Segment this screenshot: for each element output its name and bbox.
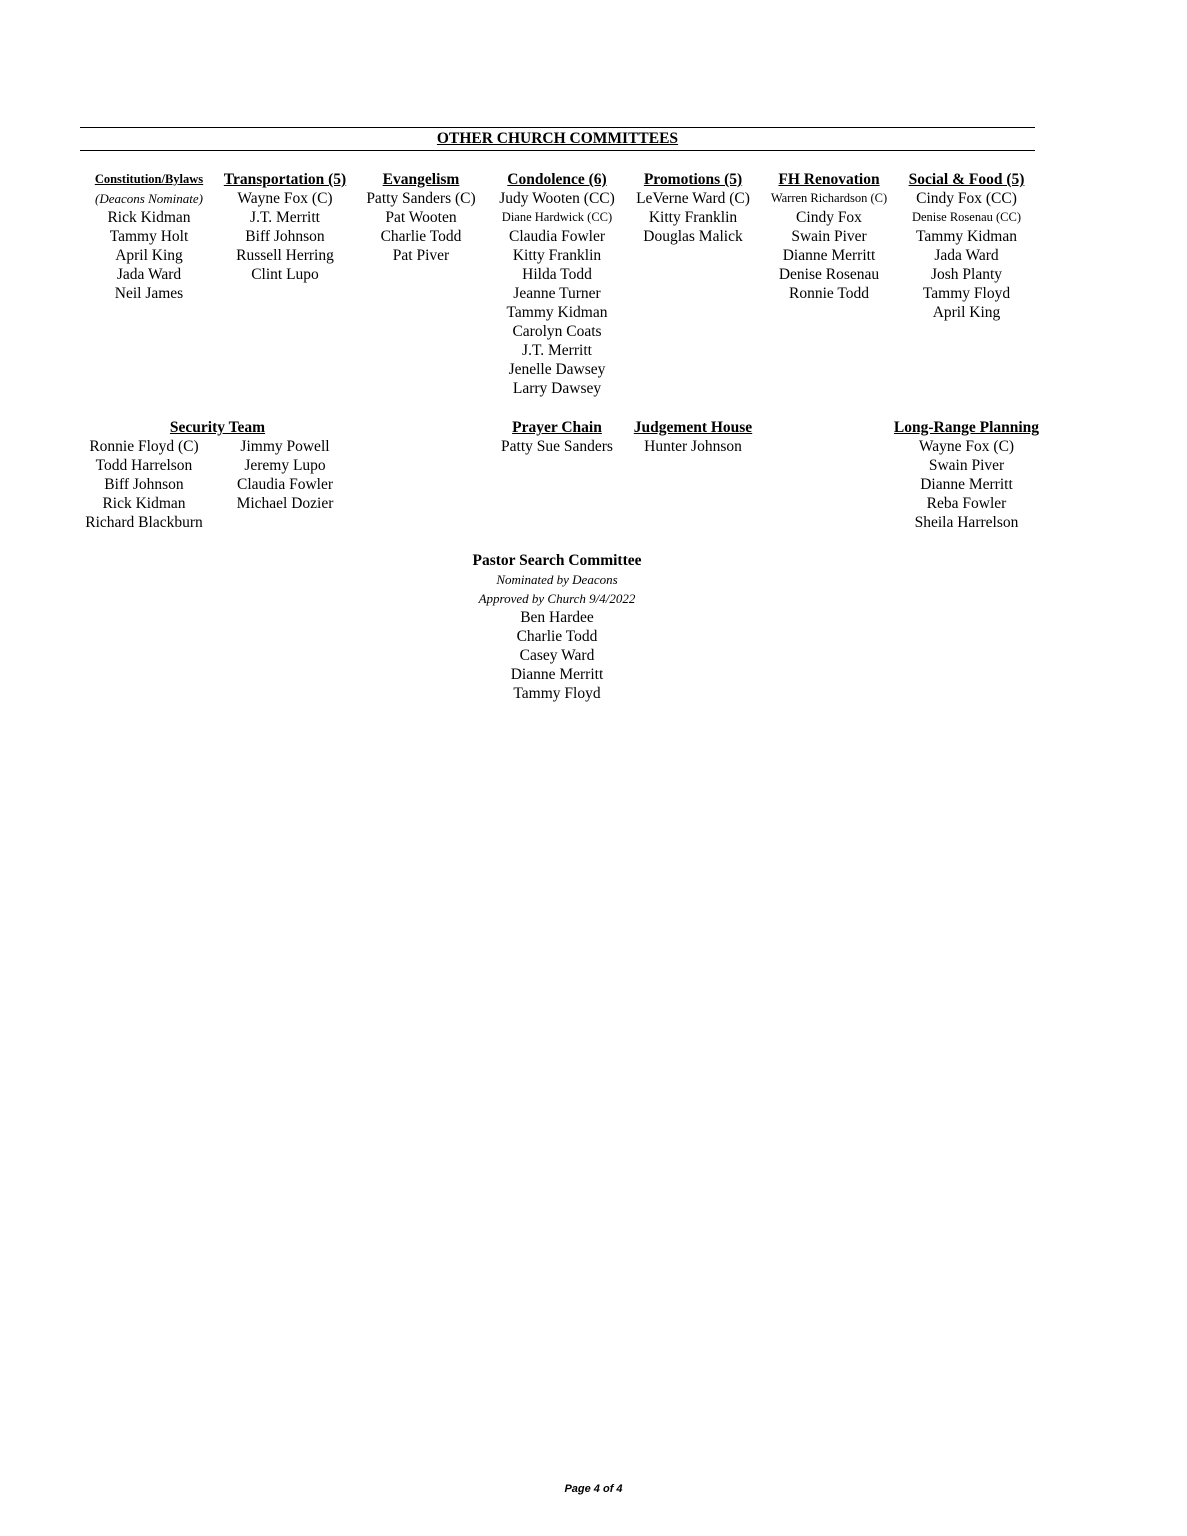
member: Douglas Malick: [643, 228, 743, 245]
page-number: Page 4 of 4: [564, 1483, 623, 1495]
member: Warren Richardson (C): [770, 191, 888, 205]
member: April King: [932, 304, 1001, 321]
committee-security-col-a: [76, 437, 212, 532]
member: Neil James: [114, 285, 184, 302]
member: Patty Sanders (C): [366, 190, 476, 207]
member: Biff Johnson: [245, 228, 325, 245]
member: Clint Lupo: [251, 266, 319, 283]
member: Tammy Floyd: [922, 285, 1011, 302]
committee-heading: Condolence (6): [507, 171, 607, 188]
member: Jimmy Powell: [240, 438, 330, 455]
member: Denise Rosenau (CC): [911, 210, 1021, 224]
committee-heading: Social & Food (5): [908, 171, 1025, 188]
committee-heading: Long-Range Planning: [893, 419, 1040, 436]
member: Larry Dawsey: [512, 380, 602, 397]
member: Wayne Fox (C): [237, 190, 333, 207]
member: Dianne Merritt: [920, 476, 1013, 493]
member: Patty Sue Sanders: [501, 438, 613, 455]
committee-heading: Promotions (5): [643, 171, 743, 188]
committee-heading: Constitution/Bylaws: [94, 172, 204, 186]
committee-heading: Judgement House: [633, 419, 753, 436]
member: Tammy Kidman: [916, 228, 1017, 245]
member: Tammy Floyd: [513, 685, 601, 702]
member: April King: [115, 247, 183, 264]
member: Claudia Fowler: [237, 476, 333, 493]
member: Ben Hardee: [520, 609, 594, 626]
member: Pat Wooten: [385, 209, 457, 226]
member: Kitty Franklin: [512, 247, 602, 264]
member: Todd Harrelson: [95, 457, 193, 474]
committee-judgement-house: [623, 418, 763, 456]
committee-fh-renovation: [759, 170, 899, 303]
member: Hilda Todd: [522, 266, 592, 283]
member: Jada Ward: [116, 266, 182, 283]
member: Tammy Holt: [109, 228, 189, 245]
member: Judy Wooten (CC): [499, 190, 615, 207]
member: Sheila Harrelson: [914, 514, 1019, 531]
committee-heading: Pastor Search Committee: [472, 552, 642, 569]
member: Jenelle Dawsey: [508, 361, 606, 378]
member: LeVerne Ward (C): [636, 190, 750, 207]
member: Charlie Todd: [516, 628, 598, 645]
committee-long-range: [889, 418, 1044, 532]
member: Charlie Todd: [380, 228, 462, 245]
committee-security-heading-wrap: [150, 418, 285, 437]
member: Biff Johnson: [104, 476, 184, 493]
member: Richard Blackburn: [85, 514, 203, 531]
member: Rick Kidman: [102, 495, 186, 512]
member: Reba Fowler: [926, 495, 1007, 512]
member: Russell Herring: [236, 247, 334, 264]
member: Ronnie Todd: [788, 285, 869, 302]
member: Ronnie Floyd (C): [89, 438, 199, 455]
committee-note: Nominated by Deacons: [496, 572, 618, 587]
committee-social-food: [899, 170, 1034, 322]
member: Claudia Fowler: [509, 228, 605, 245]
member: Swain Piver: [928, 457, 1005, 474]
committee-promotions: [628, 170, 758, 246]
member: Cindy Fox (CC): [916, 190, 1017, 207]
committee-heading: Evangelism: [382, 171, 460, 188]
committee-heading: Transportation (5): [223, 171, 347, 188]
page-title-bar: [80, 127, 1035, 151]
committee-note: Approved by Church 9/4/2022: [478, 591, 636, 606]
member: Cindy Fox: [796, 209, 862, 226]
member: Hunter Johnson: [644, 438, 742, 455]
member: Casey Ward: [519, 647, 595, 664]
member: Rick Kidman: [107, 209, 191, 226]
member: Kitty Franklin: [648, 209, 738, 226]
committee-heading: FH Renovation: [778, 171, 880, 188]
member: Diane Hardwick (CC): [501, 210, 613, 224]
member: Tammy Kidman: [506, 304, 608, 321]
member: Michael Dozier: [236, 495, 334, 512]
member: Dianne Merritt: [510, 666, 604, 683]
member: Jeremy Lupo: [244, 457, 326, 474]
member: Jeanne Turner: [513, 285, 601, 302]
committee-prayer-chain: [487, 418, 627, 456]
member: J.T. Merritt: [250, 209, 320, 226]
committee-security-col-b: [215, 437, 355, 513]
member: Wayne Fox (C): [918, 438, 1015, 455]
committee-evangelism: [356, 170, 486, 265]
member: Swain Piver: [791, 228, 867, 245]
committee-heading: Prayer Chain: [512, 419, 602, 436]
member: Carolyn Coats: [512, 323, 602, 340]
committee-heading: Security Team: [169, 419, 266, 436]
member: Dianne Merritt: [782, 247, 876, 264]
committee-pastor-search: [447, 551, 667, 703]
committee-condolence: [487, 170, 627, 398]
committee-constitution: [84, 170, 214, 303]
member: Denise Rosenau: [778, 266, 880, 283]
committee-transportation: [215, 170, 355, 284]
member: Jada Ward: [934, 247, 999, 264]
committee-note: (Deacons Nominate): [95, 191, 203, 206]
page-title: OTHER CHURCH COMMITTEES: [436, 130, 679, 147]
member: Josh Planty: [930, 266, 1003, 283]
member: Pat Piver: [392, 247, 450, 264]
member: J.T. Merritt: [522, 342, 592, 359]
